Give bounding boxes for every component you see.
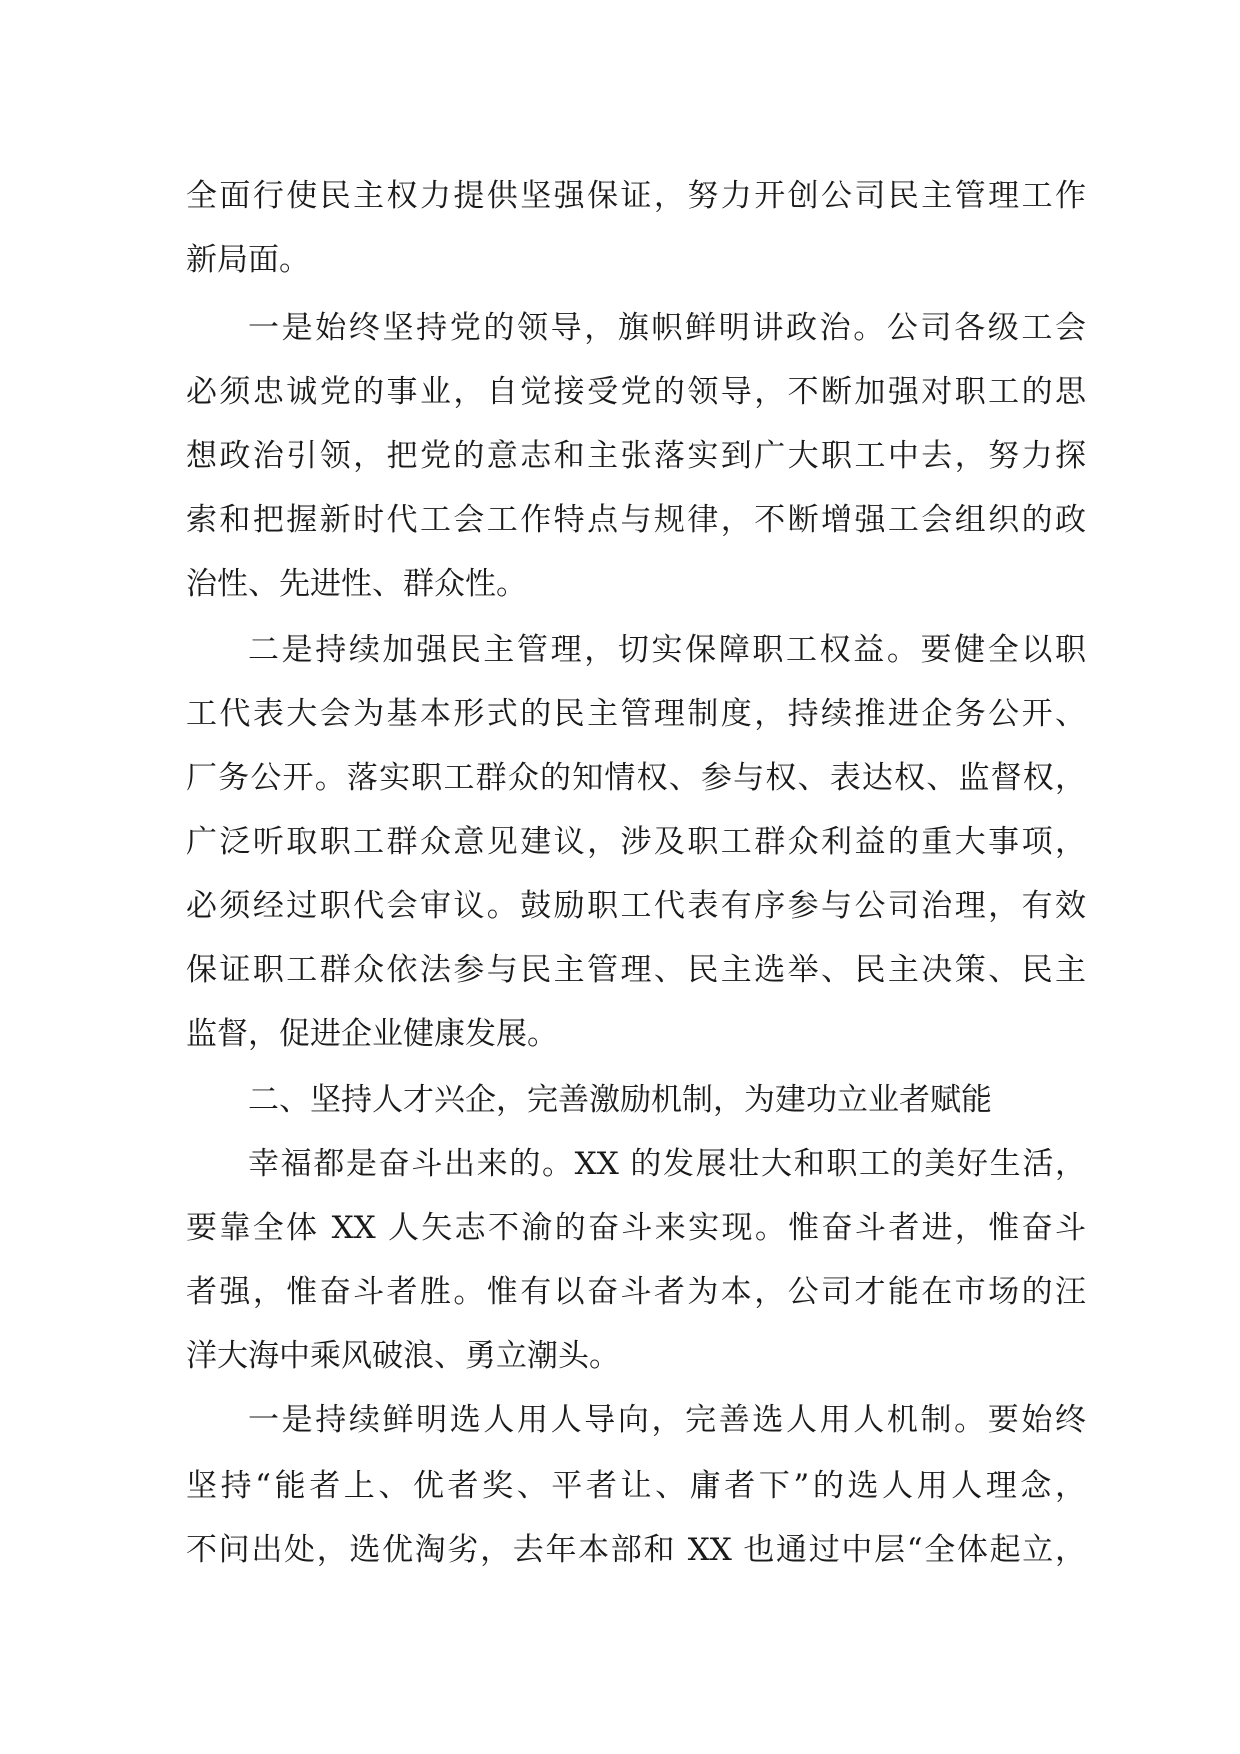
text-line: 索和把握新时代工会工作特点与规律，不断增强工会组织的政 xyxy=(186,502,1086,538)
paragraph-first-line: 一是始终坚持党的领导，旗帜鲜明讲政治。公司各级工会 xyxy=(248,310,1086,346)
paragraph-first-line: 一是持续鲜明选人用人导向，完善选人用人机制。要始终 xyxy=(248,1402,1086,1438)
text-line: 监督，促进企业健康发展。 xyxy=(186,1016,558,1052)
text-line: 要靠全体 XX 人矢志不渝的奋斗来实现。惟奋斗者进，惟奋斗 xyxy=(186,1210,1086,1246)
paragraph-first-line: 幸福都是奋斗出来的。XX 的发展壮大和职工的美好生活， xyxy=(248,1146,1086,1182)
text-line: 坚持“能者上、优者奖、平者让、庸者下”的选人用人理念， xyxy=(186,1468,1086,1504)
text-line: 广泛听取职工群众意见建议，涉及职工群众利益的重大事项， xyxy=(186,824,1086,860)
paragraph-first-line: 二是持续加强民主管理，切实保障职工权益。要健全以职 xyxy=(248,632,1086,668)
text-line: 洋大海中乘风破浪、勇立潮头。 xyxy=(186,1338,620,1374)
text-line: 必须忠诚党的事业，自觉接受党的领导，不断加强对职工的思 xyxy=(186,374,1086,410)
text-line: 新局面。 xyxy=(186,242,310,278)
text-line: 不问出处，选优淘劣，去年本部和 XX 也通过中层“全体起立， xyxy=(186,1532,1086,1568)
text-line: 想政治引领，把党的意志和主张落实到广大职工中去，努力探 xyxy=(186,438,1086,474)
text-line: 工代表大会为基本形式的民主管理制度，持续推进企务公开、 xyxy=(186,696,1086,732)
text-line: 治性、先进性、群众性。 xyxy=(186,566,527,602)
text-line: 厂务公开。落实职工群众的知情权、参与权、表达权、监督权， xyxy=(186,760,1086,796)
text-line: 者强，惟奋斗者胜。惟有以奋斗者为本，公司才能在市场的汪 xyxy=(186,1274,1086,1310)
text-line: 保证职工群众依法参与民主管理、民主选举、民主决策、民主 xyxy=(186,952,1086,988)
text-line: 全面行使民主权力提供坚强保证，努力开创公司民主管理工作 xyxy=(186,178,1086,214)
text-line: 必须经过职代会审议。鼓励职工代表有序参与公司治理，有效 xyxy=(186,888,1086,924)
section-heading: 二、坚持人才兴企，完善激励机制，为建功立业者赋能 xyxy=(248,1082,992,1118)
